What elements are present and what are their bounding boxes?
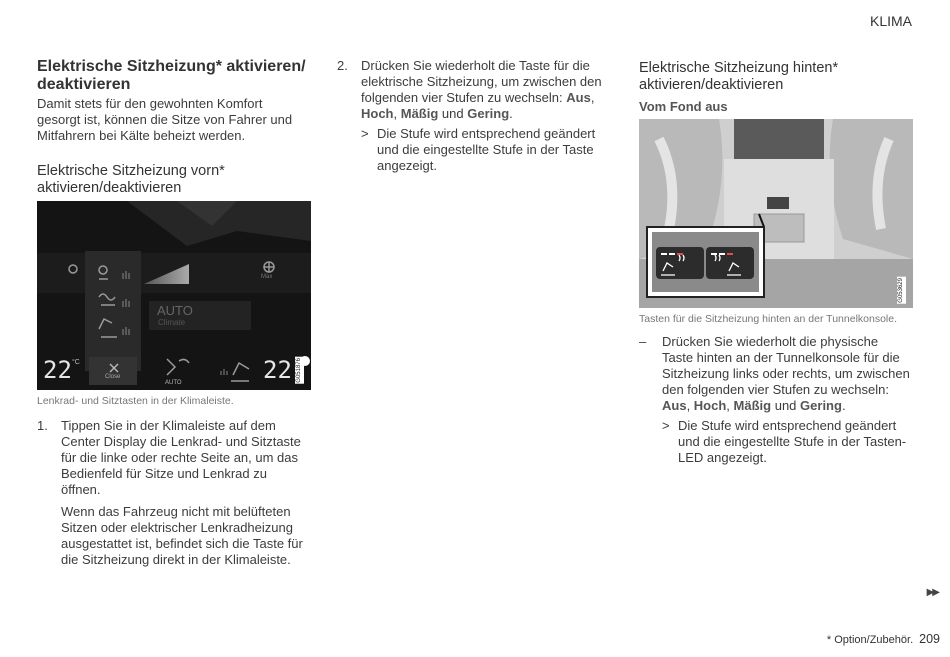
option-footnote: * Option/Zubehör. (826, 634, 914, 646)
step-1 (37, 418, 309, 498)
result-arrow: > (662, 418, 670, 433)
subsection-minor-title: Vom Fond aus (639, 99, 728, 114)
intro-paragraph: Damit stets für den gewohnten Komfort gesorgt ist, können die Sitze von Fahrer und Mitfahrern bei Kälte beheizt werden. (37, 96, 293, 143)
running-header: KLIMA (869, 13, 912, 29)
page-footer (827, 632, 940, 646)
column-left (37, 58, 309, 568)
climate-label: Climate (158, 318, 186, 327)
column-right (639, 58, 912, 466)
close-label: Close (105, 374, 121, 380)
auto-label: AUTO (157, 303, 193, 318)
step-text: Drücken Sie wiederholt die physische Taste hinten an der Tunnelkonsole für die Sitzheizung links oder rechts, um zwischen den folgenden vier Stufen zu wechseln: Aus, Hoch, Mäßig und Gering. (662, 334, 910, 413)
temp-unit: °C (72, 359, 80, 366)
level-low: Gering (467, 106, 510, 121)
result-arrow: > (361, 126, 369, 141)
figure-caption: Tasten für die Sitzheizung hinten an der Tunnelkonsole. (639, 313, 898, 325)
subsection-title-rear: Elektrische Sitzheizung hinten* aktivieren/deaktivieren (639, 60, 839, 93)
figure-id: G051876 (296, 358, 302, 383)
step-1-note (37, 504, 309, 568)
step-number: 1. (37, 418, 48, 433)
next-page-icon: ▶▶ (926, 587, 938, 598)
level-off: Aus (566, 90, 591, 105)
page-number: 209 (919, 632, 940, 646)
result-text: Die Stufe wird entsprechend geändert und die eingestellte Stufe in der Taste angezeigt. (377, 126, 596, 173)
step-text: Tippen Sie in der Klimaleiste auf dem Center Display die Lenkrad- und Sitztaste für die linke oder rechte Seite an, um das Bedienfeld für Sitze und Lenkrad zu öffnen. (61, 418, 301, 497)
note-text: Wenn das Fahrzeug nicht mit belüfteten Sitzen oder elektrischer Lenkradheizung ausgestattet ist, befindet sich die Taste für die Sitzheizung direkt in der Klimaleiste. (61, 504, 303, 567)
rear-step (639, 334, 912, 414)
figure-caption: Lenkrad- und Sitztasten in der Klimaleiste. (37, 395, 234, 407)
level-high: Hoch (361, 106, 394, 121)
level-high: Hoch (693, 398, 727, 413)
auto-small-label: AUTO (165, 380, 182, 386)
level-mid: Mäßig (400, 106, 439, 121)
step-2-result (361, 126, 610, 174)
step-dash: – (639, 334, 647, 349)
level-mid: Mäßig (733, 398, 772, 413)
step-number: 2. (337, 58, 348, 73)
temp-right: 22 (263, 356, 292, 384)
step-text: Drücken Sie wiederholt die Taste für die elektrische Sitzheizung, um zwischen den folgenden vier Stufen zu wechseln: Aus, Hoch, Mäßig und Gering. (361, 58, 602, 121)
step-2 (337, 58, 610, 122)
column-middle (337, 58, 610, 174)
section-title: Elektrische Sitzheizung* aktivieren/ deaktivieren (37, 58, 306, 93)
subsection-title-front: Elektrische Sitzheizung vorn* aktivieren/deaktivieren (37, 163, 225, 196)
level-off: Aus (662, 398, 687, 413)
rear-step-result (662, 418, 912, 466)
level-low: Gering (800, 398, 842, 413)
tunnel-console-figure (639, 119, 913, 308)
temp-left: 22 (43, 356, 72, 384)
max-label: Max (261, 274, 273, 280)
center-display-figure (37, 201, 311, 390)
result-text: Die Stufe wird entsprechend geändert und die eingestellte Stufe in der Tasten-LED angezeigt. (678, 418, 907, 465)
figure-id: G053629 (898, 278, 904, 303)
tunnel-console-graphic (639, 119, 913, 308)
